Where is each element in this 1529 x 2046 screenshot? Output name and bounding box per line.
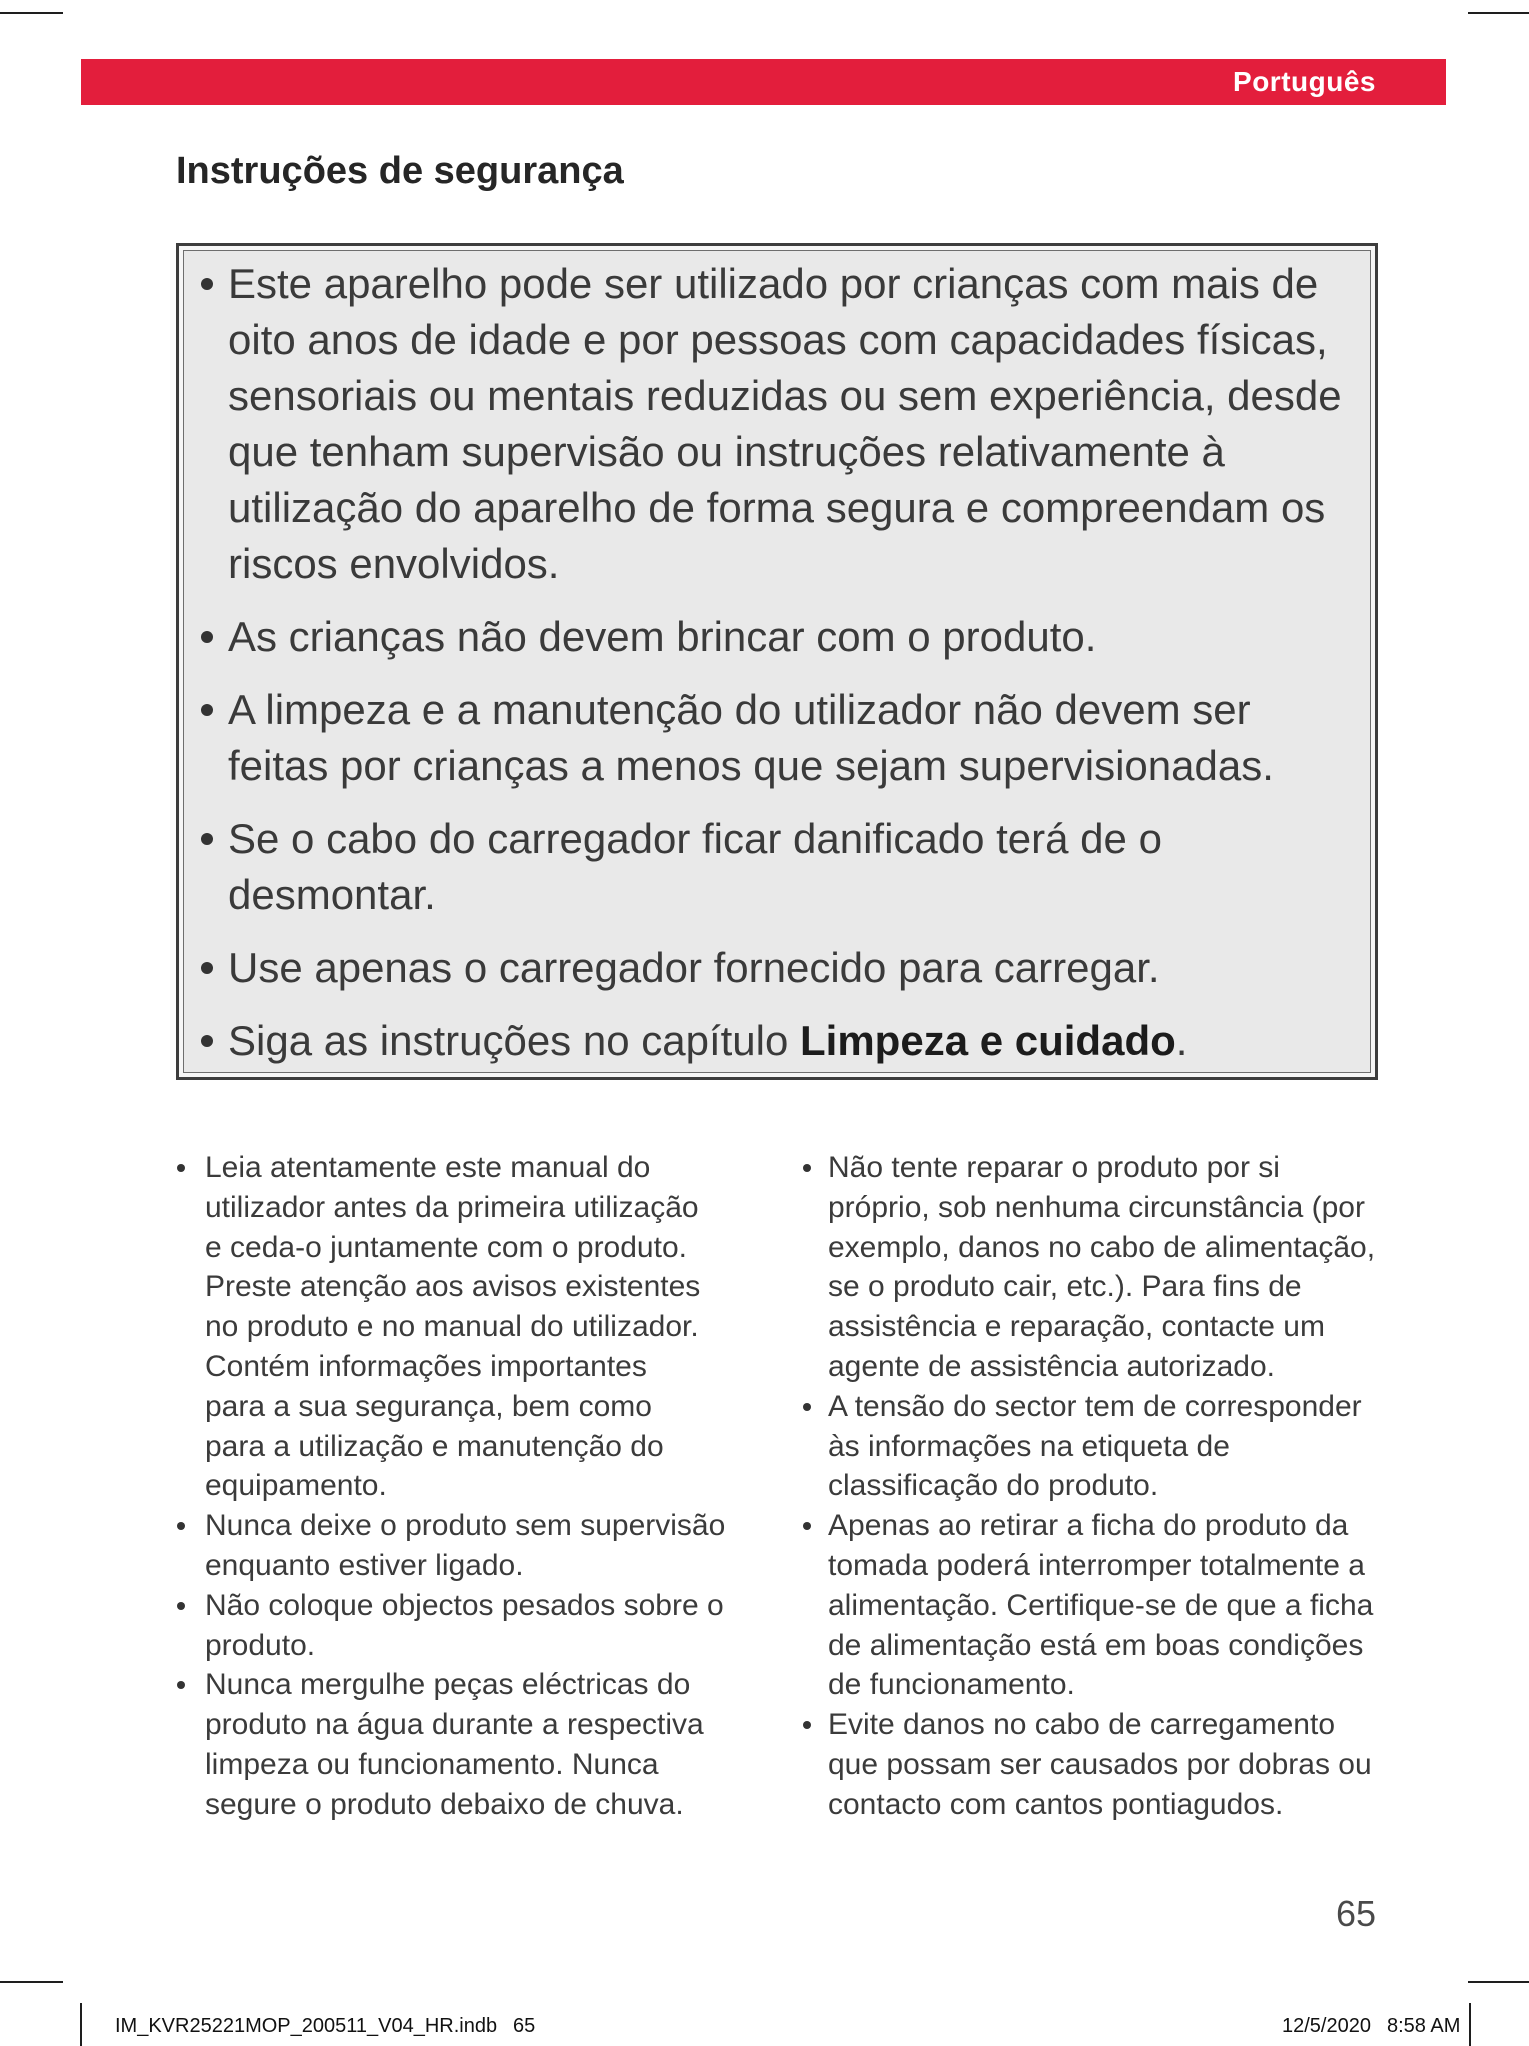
warning-line: riscos envolvidos. xyxy=(228,540,560,587)
footer-date: 12/5/2020 xyxy=(1282,2015,1371,2037)
bullet-icon xyxy=(201,631,213,643)
text-line: de funcionamento. xyxy=(828,1668,1075,1702)
warning-line: As crianças não devem brincar com o produto. xyxy=(228,613,1097,660)
bullet-icon xyxy=(201,833,213,845)
text-line: Nunca mergulhe peças eléctricas do xyxy=(205,1668,691,1702)
text-line: produto na água durante a respectiva xyxy=(205,1708,704,1742)
text-line: no produto e no manual do utilizador. xyxy=(205,1310,699,1344)
bullet-icon xyxy=(201,278,213,290)
text-line: Apenas ao retirar a ficha do produto da xyxy=(828,1509,1349,1543)
text-line: Não tente reparar o produto por si xyxy=(828,1151,1280,1184)
language-bar xyxy=(81,59,1446,105)
list-item xyxy=(828,1506,1448,1705)
text-line: enquanto estiver ligado. xyxy=(205,1548,524,1582)
bullet-icon xyxy=(803,1522,811,1530)
list-item xyxy=(205,1148,765,1506)
text-line: Leia atentamente este manual do xyxy=(205,1151,651,1184)
warning-text-end: . xyxy=(1175,1017,1188,1064)
crop-mark-top-right xyxy=(1468,12,1529,14)
bullet-icon xyxy=(177,1164,185,1172)
list-item xyxy=(828,1148,1448,1387)
right-column xyxy=(828,1148,1448,1825)
bullet-icon xyxy=(201,704,213,716)
text-line: tomada poderá interromper totalmente a xyxy=(828,1548,1365,1582)
text-line: e ceda-o juntamente com o produto. xyxy=(205,1230,687,1264)
text-line: Contém informações importantes xyxy=(205,1349,647,1383)
bullet-icon xyxy=(803,1403,811,1411)
warning-text: Siga as instruções no capítulo xyxy=(228,1017,801,1064)
text-line: A tensão do sector tem de corresponder xyxy=(828,1389,1362,1423)
crop-mark-bottom-right xyxy=(1468,1981,1529,1983)
text-line: contacto com cantos pontiagudos. xyxy=(828,1787,1284,1821)
text-line: de alimentação está em boas condições xyxy=(828,1628,1364,1662)
warning-line xyxy=(228,1013,1342,1069)
text-line: produto. xyxy=(205,1628,316,1662)
text-line: agente de assistência autorizado. xyxy=(828,1349,1275,1383)
bullet-icon xyxy=(177,1681,185,1689)
list-item xyxy=(205,1506,765,1586)
text-line: utilizador antes da primeira utilização xyxy=(205,1190,699,1224)
bullet-icon xyxy=(177,1522,185,1530)
warning-item xyxy=(228,682,1342,794)
warning-box xyxy=(176,243,1378,1080)
footer-file-name: IM_KVR25221MOP_200511_V04_HR.indb xyxy=(115,2015,498,2037)
text-line: Não coloque objectos pesados sobre o xyxy=(205,1588,724,1622)
text-line: Nunca deixe o produto sem supervisão xyxy=(205,1509,726,1543)
language-label: Português xyxy=(1233,66,1376,97)
text-line: que possam ser causados por dobras ou xyxy=(828,1747,1372,1781)
bullet-icon xyxy=(201,962,213,974)
crop-mark-vertical-right xyxy=(1469,2003,1471,2046)
warning-item xyxy=(228,609,1342,665)
text-line: limpeza ou funcionamento. Nunca xyxy=(205,1747,659,1781)
text-line: próprio, sob nenhuma circunstância (por xyxy=(828,1190,1365,1224)
list-item xyxy=(205,1665,765,1824)
footer-time: 8:58 AM xyxy=(1387,2015,1461,2037)
page-title: Instruções de segurança xyxy=(176,150,624,192)
crop-mark-vertical-left xyxy=(80,2003,82,2046)
list-item xyxy=(828,1705,1448,1824)
warning-item xyxy=(228,811,1342,923)
text-line: para a utilização e manutenção do xyxy=(205,1429,664,1463)
bullet-icon xyxy=(201,1035,213,1047)
page-number: 65 xyxy=(1335,1893,1376,1934)
warning-line: oito anos de idade e por pessoas com capacidades físicas, xyxy=(228,316,1328,363)
warning-line: Este aparelho pode ser utilizado por crianças com mais de xyxy=(228,260,1319,307)
text-line: para a sua segurança, bem como xyxy=(205,1389,652,1423)
warning-line: sensoriais ou mentais reduzidas ou sem experiência, desde xyxy=(228,372,1342,419)
warning-item xyxy=(228,1013,1342,1069)
text-line: classificação do produto. xyxy=(828,1469,1159,1503)
bullet-icon xyxy=(803,1721,811,1729)
chapter-reference: Limpeza e cuidado xyxy=(800,1017,1176,1064)
warning-line: que tenham supervisão ou instruções relativamente à xyxy=(228,428,1225,475)
text-line: exemplo, danos no cabo de alimentação, xyxy=(828,1230,1376,1264)
warning-line: Use apenas o carregador fornecido para carregar. xyxy=(228,944,1160,991)
bullet-icon xyxy=(177,1602,185,1610)
warning-line: desmontar. xyxy=(228,871,436,918)
bullet-icon xyxy=(803,1164,811,1172)
text-line: equipamento. xyxy=(205,1469,387,1503)
text-line: segure o produto debaixo de chuva. xyxy=(205,1787,684,1821)
footer-page: 65 xyxy=(513,2015,536,2037)
text-line: assistência e reparação, contacte um xyxy=(828,1310,1325,1344)
crop-mark-top-left xyxy=(0,12,63,14)
warning-list xyxy=(228,256,1342,1069)
warning-item xyxy=(228,940,1342,996)
warning-line: feitas por crianças a menos que sejam supervisionadas. xyxy=(228,742,1274,789)
text-line: Preste atenção aos avisos existentes xyxy=(205,1270,701,1304)
warning-line: A limpeza e a manutenção do utilizador não devem ser xyxy=(228,686,1251,733)
warning-line: utilização do aparelho de forma segura e compreendam os xyxy=(228,484,1326,531)
text-line: Evite danos no cabo de carregamento xyxy=(828,1708,1335,1742)
text-line: alimentação. Certifique-se de que a ficha xyxy=(828,1588,1374,1622)
left-column xyxy=(205,1148,765,1825)
warning-item xyxy=(228,256,1342,592)
list-item xyxy=(828,1387,1448,1506)
text-line: às informações na etiqueta de xyxy=(828,1429,1230,1463)
text-line: se o produto cair, etc.). Para fins de xyxy=(828,1270,1302,1304)
warning-line: Se o cabo do carregador ficar danificado terá de o xyxy=(228,815,1162,862)
crop-mark-bottom-left xyxy=(0,1981,63,1983)
list-item xyxy=(205,1586,765,1666)
